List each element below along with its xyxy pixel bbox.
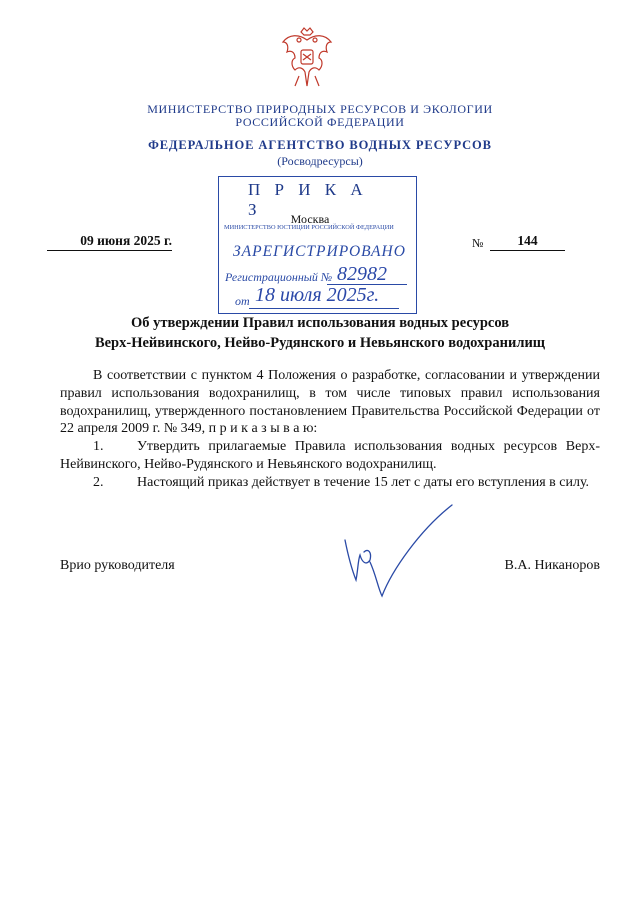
number-sign: № [472, 236, 484, 250]
ministry-line-2: РОССИЙСКОЙ ФЕДЕРАЦИИ [235, 115, 405, 129]
subject-line-2: Верх-Нейвинского, Нейво-Рудянского и Невьянского водохранилищ [94, 335, 546, 351]
stamp-date-underline [249, 308, 399, 309]
stamp-reg-number: 82982 [337, 263, 387, 285]
signer-role: Врио руководителя [60, 558, 175, 573]
stamp-date-value: 18 июля 2025г. [255, 284, 380, 306]
agency-short-name: (Росводресурсы) [277, 154, 363, 168]
number-underline [490, 250, 565, 251]
stamp-reg-label: Регистрационный № [225, 270, 333, 284]
order-subject [0, 313, 640, 353]
order-number: 144 [517, 233, 538, 248]
subject-line-1: Об утверждении Правил использования водных ресурсов [130, 315, 510, 331]
order-body [60, 367, 600, 492]
item-text: Настоящий приказ действует в течение 15 лет с даты его вступления в силу. [137, 474, 590, 490]
city: Москва [290, 212, 330, 226]
item-number: 1. [93, 439, 104, 455]
intro-paragraph: В соответствии с пунктом 4 Положения о разработке, согласовании и утверждении правил использования водохранилищ, в том числе типовых правил использования водохранилищ, утвержденного постановлением Правительства Российской Федерации от 22 апреля 2009 г. № 349, п р и к а з ы в а ю: [60, 368, 600, 437]
document-type: П Р И К А З [248, 180, 368, 219]
stamp-ministry: МИНИСТЕРСТВО ЮСТИЦИИ РОССИЙСКОЙ ФЕДЕРАЦИИ [224, 224, 394, 231]
signer-name: В.А. Никаноров [504, 558, 600, 573]
agency-name: ФЕДЕРАЛЬНОЕ АГЕНТСТВО ВОДНЫХ РЕСУРСОВ [148, 138, 492, 152]
date-underline [47, 250, 172, 251]
coat-of-arms-icon [277, 26, 337, 94]
list-item [60, 438, 600, 474]
stamp-date-label: от [235, 294, 250, 308]
handwritten-signature-icon [330, 500, 460, 600]
list-item [60, 474, 600, 492]
stamp-registered: ЗАРЕГИСТРИРОВАНО [233, 243, 406, 260]
ministry-line-1: МИНИСТЕРСТВО ПРИРОДНЫХ РЕСУРСОВ И ЭКОЛОГИИ [147, 102, 493, 116]
item-text: Утвердить прилагаемые Правила использования водных ресурсов Верх-Нейвинского, Нейво-Рудянского и Невьянского водохранилищ. [60, 439, 600, 472]
item-number: 2. [93, 474, 104, 490]
order-date: 09 июня 2025 г. [80, 233, 172, 248]
